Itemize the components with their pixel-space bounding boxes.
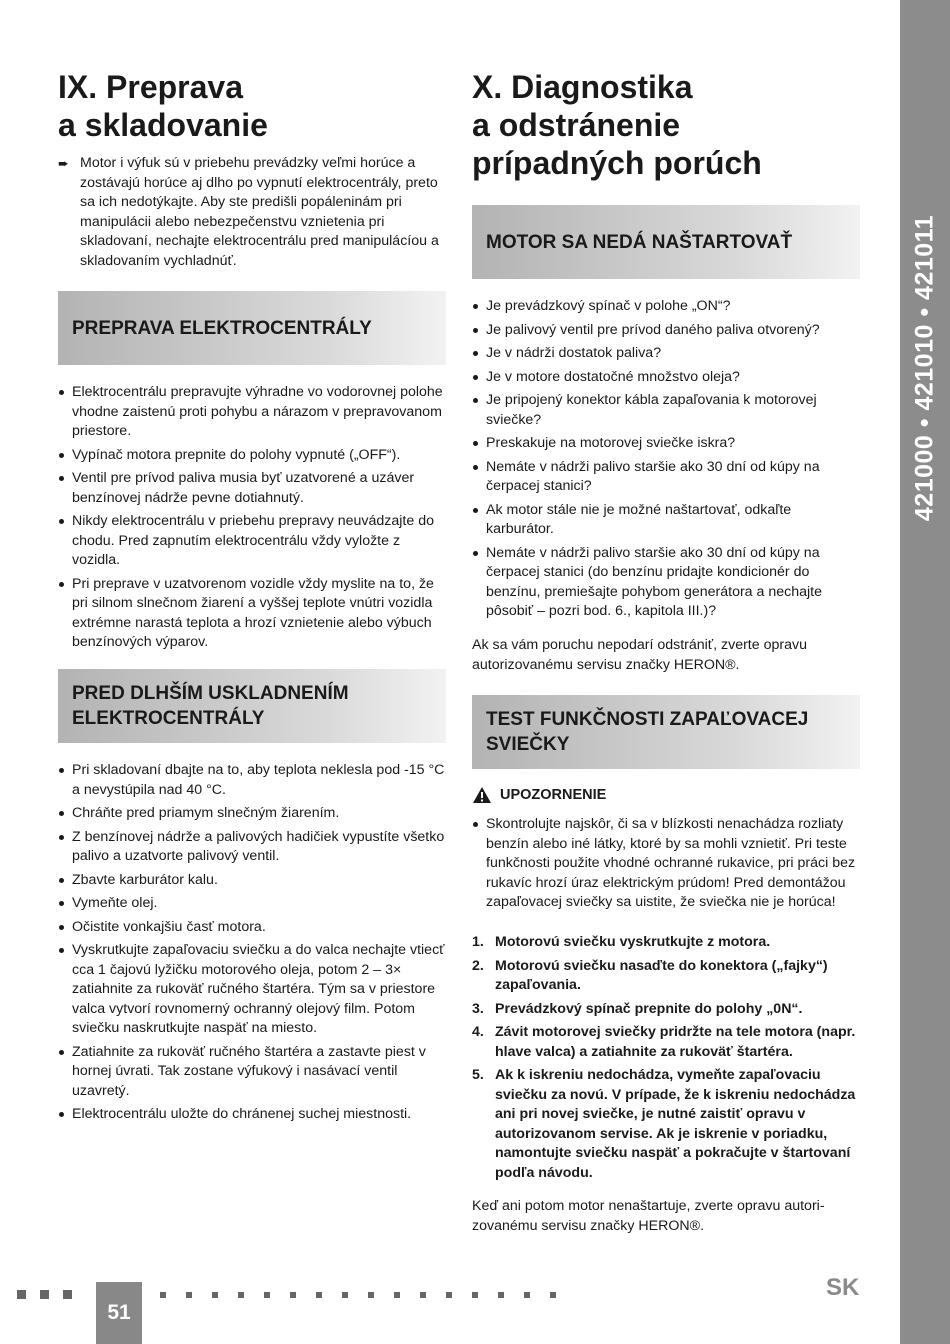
list-item: Vymeňte olej. — [58, 894, 448, 914]
page-number: 51 — [96, 1282, 142, 1344]
list-item: Elektrocentrálu uložte do chránenej suchej miestnosti. — [58, 1105, 448, 1125]
list-item: Nemáte v nádrži palivo staršie ako 30 dní od kúpy na čerpacej stanici (do benzínu pridajte kondicionér do benzínu, premiešajte pohybom generátora a nechajte pôsobiť – pozri bod. 6., kapitola III.)? — [472, 544, 862, 622]
storage-heading-line1: PRED DLHŠÍM USKLADNENÍM — [72, 683, 349, 704]
footer-dot — [186, 1292, 192, 1298]
transport-heading-text: PREPRAVA ELEKTROCENTRÁLY — [72, 317, 372, 339]
list-item: Nikdy elektrocentrálu v priebehu prepravy neuvádzajte do chodu. Pred zapnutím elektrocentrálu vždy vyložte z vozidla. — [58, 512, 448, 571]
footer-dot — [420, 1292, 426, 1298]
list-item: Je v motore dostatočné množstvo oleja? — [472, 368, 862, 388]
footer-dot — [550, 1292, 556, 1298]
section-ix-title-line2: a skladovanie — [58, 107, 268, 143]
footer-dot — [238, 1292, 244, 1298]
step-text: Motorovú sviečku vyskrutkujte z motora. — [495, 934, 771, 950]
step-number: 1. — [472, 934, 484, 950]
list-item: Zatiahnite za rukoväť ručného štartéra a zastavte piest v hornej úvrati. Tak zostane výfukový i nasávací ventil uzavretý. — [58, 1043, 448, 1102]
step-item — [472, 1023, 862, 1062]
language-code: SK — [826, 1274, 860, 1301]
list-item: Očistite vonkajšiu časť motora. — [58, 918, 448, 938]
list-item: Je pripojený konektor kábla zapaľovania k motorovej sviečke? — [472, 391, 862, 430]
section-ix-title-line1: IX. Preprava — [58, 69, 243, 105]
test-steps — [472, 933, 862, 1187]
footer-dot — [368, 1292, 374, 1298]
list-item: Zbavte karburátor kalu. — [58, 871, 448, 891]
section-x-title — [472, 68, 762, 182]
storage-heading-line2: ELEKTROCENTRÁLY — [72, 708, 265, 729]
list-item: Preskakuje na motorovej sviečke iskra? — [472, 434, 862, 454]
closing-note: Keď ani potom motor nenaštartuje, zverte opravu autorizovanému servisu značky HERON®. — [472, 1198, 825, 1234]
transport-list — [58, 383, 448, 657]
side-strip — [900, 0, 950, 1344]
footer-dot — [498, 1292, 504, 1298]
footer-dot — [472, 1292, 478, 1298]
footer-dot — [394, 1292, 400, 1298]
step-number: 5. — [472, 1067, 484, 1083]
step-text: Motorovú sviečku nasaďte do konektora („fajky“) zapaľovania. — [495, 957, 828, 993]
spark-plug-heading-line2: SVIEČKY — [486, 734, 570, 755]
footer-dot — [160, 1292, 166, 1298]
list-item: Pri skladovaní dbajte na to, aby teplota neklesla pod -15 °C a nevystúpila nad 40 °C. — [58, 761, 448, 800]
storage-heading — [58, 669, 446, 743]
arrow-icon: ➨ — [58, 156, 69, 171]
list-item: Vypínač motora prepnite do polohy vypnuté („OFF“). — [58, 446, 448, 466]
list-item: Je v nádrži dostatok paliva? — [472, 344, 862, 364]
list-item: Je palivový ventil pre prívod daného paliva otvorený? — [472, 321, 862, 341]
step-number: 4. — [472, 1024, 484, 1040]
storage-heading-text — [72, 681, 349, 731]
warning-icon — [472, 786, 492, 804]
footer-dot — [342, 1292, 348, 1298]
footer-dot — [290, 1292, 296, 1298]
footer-square — [63, 1290, 72, 1299]
spark-plug-test-heading-text — [486, 707, 808, 757]
step-number: 3. — [472, 1000, 484, 1017]
step-item — [472, 1066, 862, 1183]
section-x-title-line3: prípadných porúch — [472, 145, 762, 181]
engine-wont-start-heading — [472, 205, 860, 279]
warning-header — [472, 786, 606, 804]
list-item: Je prevádzkový spínač v polohe „ON“? — [472, 297, 862, 317]
service-note: Ak sa vám poruchu nepodarí odstrániť, zverte opravu autorizovanému servisu značky HERON®. — [472, 637, 807, 673]
list-item: Skontrolujte najskôr, či sa v blízkosti nenachádza rozliaty benzín alebo iné látky, ktoré by sa mohli vznietiť. Pri teste funkčnosti použite vhodné ochranné rukavice, pri práci bez rukavíc hrozí úraz elektrickým prúdom! Pred demontážou zapaľovacej sviečky sa uistite, že sviečka nie je horúca! — [472, 815, 862, 913]
warning-list — [472, 815, 862, 917]
section-x-title-line2: a odstránenie — [472, 107, 681, 143]
footer-square — [17, 1290, 26, 1299]
step-text: Závit motorovej sviečky pridržte na tele motora (napr. hlave valca) a zatiahnite za rukoväť štartéra. — [495, 1024, 856, 1060]
list-item: Chráňte pred priamym slnečným žiarením. — [58, 804, 448, 824]
list-item: Ventil pre prívod paliva musia byť uzatvorené a uzáver benzínovej nádrže pevne dotiahnutý. — [58, 469, 448, 508]
step-item — [472, 933, 862, 953]
list-item: Vyskrutkujte zapaľovaciu sviečku a do valca nechajte vtiecť cca 1 čajovú lyžičku motorového oleja, potom 2 – 3× zatiahnite za rukoväť ručného štartéra. Tým sa v priestore valca vytvorí rovnomerný ochranný olejový film. Potom sviečku naskrutkujte naspäť na miesto. — [58, 941, 448, 1039]
spark-plug-test-heading — [472, 695, 860, 769]
footer-dot — [524, 1292, 530, 1298]
list-item: Elektrocentrálu prepravujte výhradne vo vodorovnej polohe vhodne zaistenú proti pohybu a nárazom v prepravovanom priestore. — [58, 383, 448, 442]
warning-label: UPOZORNENIE — [500, 787, 607, 803]
section-ix-title — [58, 68, 268, 144]
step-item — [472, 957, 862, 996]
footer-dot — [212, 1292, 218, 1298]
model-numbers: 421000 • 421010 • 421011 — [910, 214, 939, 522]
intro-warning — [58, 154, 448, 271]
step-text: Prevádzkový spínač prepnite do polohy „0N“. — [495, 1000, 803, 1017]
list-item: Z benzínovej nádrže a palivových hadičiek vypustíte všetko palivo a uzatvorte palivový ventil. — [58, 828, 448, 867]
storage-list — [58, 761, 448, 1129]
list-item: Pri preprave v uzatvorenom vozidle vždy myslite na to, že pri silnom slnečnom žiarení a vyššej teplote vnútri vozidla extrémne narastá teplota a hrozí vznietenie alebo výbuch benzínových výparov. — [58, 575, 448, 653]
intro-text: Motor i výfuk sú v priebehu prevádzky veľmi horúce a zostávajú horúce aj dlho po vypnutí elektrocentrály, preto sa ich nedotýkajte. Aby ste predišli popáleninám pri manipulácii alebo nebezpečenstvu vznietenia pri skladovaní, nechajte elektrocentrálu pred manipulácíou a skladovaním vychladnúť. — [80, 155, 439, 269]
step-item — [472, 1000, 862, 1020]
transport-heading — [58, 291, 446, 365]
list-item: Ak motor stále nie je možné naštartovať, odkaľte karburátor. — [472, 501, 862, 540]
footer-square — [40, 1290, 49, 1299]
footer-dot — [316, 1292, 322, 1298]
footer-dot — [446, 1292, 452, 1298]
section-x-title-line1: X. Diagnostika — [472, 69, 693, 105]
step-number: 2. — [472, 957, 484, 974]
footer-dot — [264, 1292, 270, 1298]
diagnostics-list — [472, 297, 862, 626]
engine-wont-start-heading-text: MOTOR SA NEDÁ NAŠTARTOVAŤ — [486, 231, 793, 253]
step-text: Ak k iskreniu nedochádza, vymeňte zapaľovaciu sviečku za novú. V prípade, že k iskreniu nedochádza ani pri novej sviečke, je nutné zaistiť opravu v autorizovanom servise. Ak je iskrenie v poriadku, namontujte sviečku naspäť a pokračujte v štartovaní podľa návodu. — [495, 1067, 856, 1181]
list-item: Nemáte v nádrži palivo staršie ako 30 dní od kúpy na čerpacej stanici? — [472, 458, 862, 497]
spark-plug-heading-line1: TEST FUNKČNOSTI ZAPAĽOVACEJ — [486, 709, 809, 730]
